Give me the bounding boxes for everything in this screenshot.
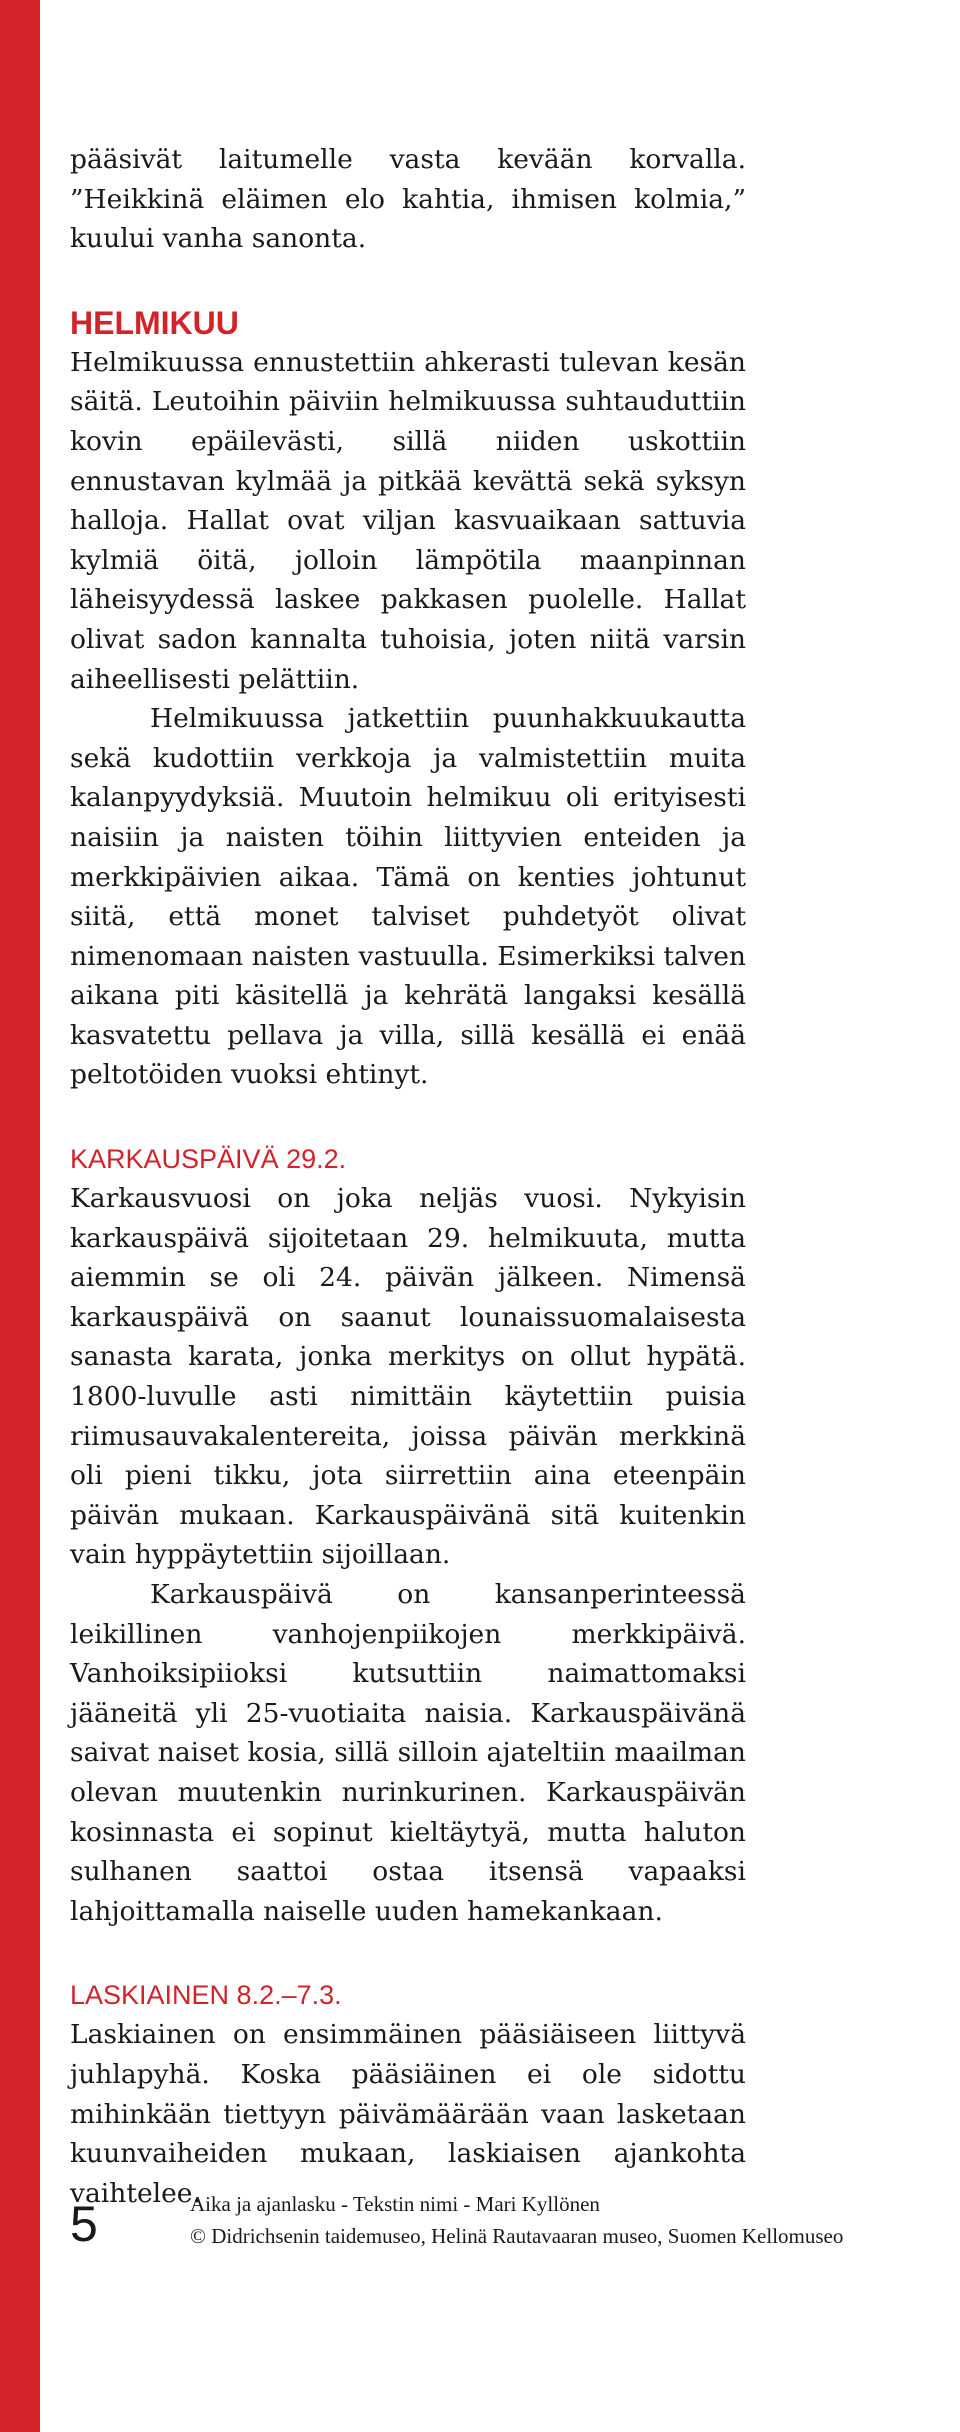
heading-helmikuu: HELMIKUU bbox=[70, 304, 239, 341]
laskiainen-paragraph: Laskiainen on ensimmäinen pääsiäiseen liittyvä juhlapyhä. Koska pääsiäinen ei ole sidottu mihinkään tiettyyn päivämäärään vaan lasketaan kuunvaiheiden mukaan, laskiaisen ajankohta vaihtelee. bbox=[70, 2019, 746, 2209]
red-margin-bar bbox=[0, 0, 40, 2432]
heading-karkauspaiva: KARKAUSPÄIVÄ 29.2. bbox=[70, 1144, 347, 1175]
intro-paragraph: pääsivät laitumelle vasta kevään korvalla. ”Heikkinä eläimen elo kahtia, ihmisen kolmia,” kuului vanha sanonta. bbox=[70, 144, 746, 255]
footer-title-line: Aika ja ajanlasku - Tekstin nimi - Mari Kyllönen bbox=[190, 2192, 600, 2216]
footer-credits bbox=[190, 2188, 843, 2252]
page-content bbox=[70, 140, 746, 2213]
helmikuu-paragraph-2: Helmikuussa jatkettiin puunhakkuukautta sekä kudottiin verkkoja ja valmistettiin muita kalanpyydyksiä. Muutoin helmikuu oli erityisesti naisiin ja naisten töihin liittyvien enteiden ja merkkipäivien aikaa. Tämä on kenties johtunut siitä, että monet talviset puhdetyöt olivat nimenomaan naisten vastuulla. Esimerkiksi talven aikana piti käsitellä ja kehrätä langaksi kesällä kasvatettu pellava ja villa, sillä kesällä ei enää peltotöiden vuoksi ehtinyt. bbox=[70, 703, 746, 1091]
helmikuu-paragraph-1: Helmikuussa ennustettiin ahkerasti tulevan kesän säitä. Leutoihin päiviin helmikuussa suhtauduttiin kovin epäilevästi, sillä niiden uskottiin ennustavan kylmää ja pitkää kevättä sekä syksyn halloja. Hallat ovat viljan kasvuaikaan sattuvia kylmiä öitä, jolloin lämpötila maanpinnan läheisyydessä laskee pakkasen puolelle. Hallat olivat sadon kannalta tuhoisia, joten niitä varsin aiheellisesti pelättiin. bbox=[70, 346, 746, 695]
footer-copyright-line: © Didrichsenin taidemuseo, Helinä Rautavaaran museo, Suomen Kellomuseo bbox=[190, 2224, 844, 2248]
heading-laskiainen: LASKIAINEN 8.2.–7.3. bbox=[70, 1980, 342, 2011]
karkauspaiva-paragraph-1: Karkausvuosi on joka neljäs vuosi. Nykyisin karkauspäivä sijoitetaan 29. helmikuuta, mutta aiemmin se oli 24. päivän jälkeen. Nimensä karkauspäivä on saanut lounaissuomalaisesta sanasta karata, jonka merkitys on ollut hypätä. 1800-luvulle asti nimittäin käytettiin puisia riimusauvakalentereita, joissa päivän merkkinä oli pieni tikku, jota siirrettiin aina eteenpäin päivän mukaan. Karkauspäivänä sitä kuitenkin vain hyppäytettiin sijoillaan. bbox=[70, 1183, 746, 1571]
karkauspaiva-paragraph-2: Karkauspäivä on kansanperinteessä leikillinen vanhojenpiikojen merkkipäivä. Vanhoiksipiioksi kutsuttiin naimattomaksi jääneitä yli 25-vuotiaita naisia. Karkauspäivänä saivat naiset kosia, sillä silloin ajateltiin maailman olevan muutenkin nurinkurinen. Karkauspäivän kosinnasta ei sopinut kieltäytyä, mutta haluton sulhanen saattoi ostaa itsensä vapaaksi lahjoittamalla naiselle uuden hamekankaan. bbox=[70, 1579, 746, 1927]
page-number: 5 bbox=[70, 2196, 98, 2252]
